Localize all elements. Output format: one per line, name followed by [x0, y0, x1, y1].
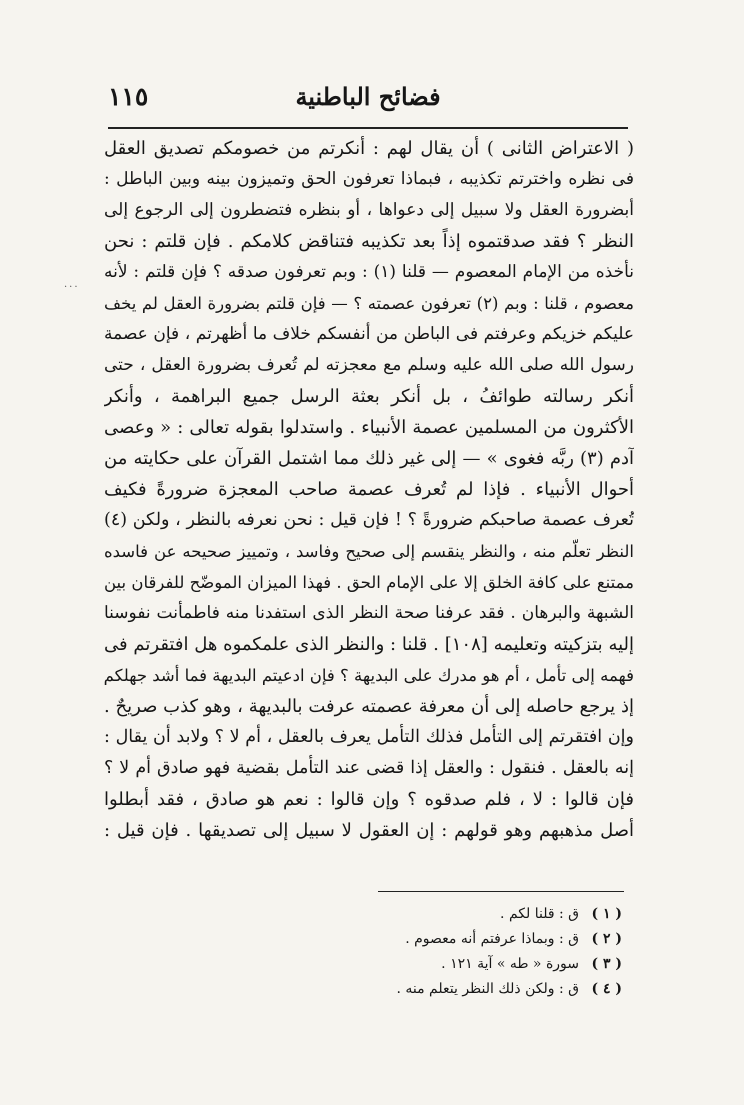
body-text	[104, 133, 634, 846]
footnote-number: ( ١ )	[591, 906, 622, 922]
text-line: الشبهة والبرهان . فقد عرفنا صحة النظر الذى استفدنا منه فاطمأنت نفوسنا	[104, 603, 634, 623]
text-line: ( الاعتراض الثانى ) أن يقال لهم : أنكرتم من خصومكم تصديق العقل	[104, 138, 634, 159]
text-line: النظر ؟ فقد صدقتموه إذاً بعد تكذيبه فتناقض كلامكم . فإن قلتم : نحن	[104, 231, 634, 252]
page-header	[108, 82, 628, 122]
footnote	[300, 902, 622, 927]
footnote-text: سورة « طه » آية ١٢١ .	[441, 956, 580, 972]
footnote	[300, 977, 622, 1002]
text-line: أبضرورة العقل ولا سبيل إلى دعواها ، أو بنظره فتضطرون إلى الرجوع إلى	[104, 200, 634, 220]
footnote	[300, 927, 622, 952]
footnote-rule	[378, 891, 624, 892]
text-line: فى نظره واخترتم تكذيبه ، فبماذا تعرفون الحق وتميزون بينه وبين الباطل :	[104, 169, 634, 189]
text-line: نأخذه من الإمام المعصوم — قلنا (١) : وبم تعرفون صدقه ؟ فإن قلتم : لأنه	[104, 262, 634, 282]
text-line: معصوم ، قلنا : وبم (٢) تعرفون عصمته ؟ — فإن قلتم بضرورة العقل لم يخف	[104, 294, 634, 313]
text-line: فإن قالوا : لا ، فلم صدقوه ؟ وإن قالوا : نعم هو صادق ، فقد أبطلوا	[104, 789, 634, 810]
text-line: أحوال الأنبياء . فإذا لم تُعرف عصمة صاحب المعجزة ضرورةً فكيف	[104, 479, 634, 500]
text-line: إليه بتزكيته وتعليمه [١٠٨] . قلنا : والنظر الذى علمكموه هل افتقرتم فى	[104, 634, 634, 655]
footnote-number: ( ٤ )	[591, 981, 622, 997]
text-line: فهمه إلى تأمل ، أم هو مدرك على البديهة ؟ فإن ادعيتم البديهة فما أشد جهلكم	[104, 666, 634, 685]
text-line: إنه بالعقل . فنقول : والعقل إذا قضى عند التأمل بقضية فهو صادق أم لا ؟	[104, 758, 634, 778]
text-line: إذ يرجع حاصله إلى أن معرفة عصمته عرفت بالبديهة ، وهو كذب صريحٌ .	[104, 696, 634, 717]
footnote-number: ( ٢ )	[591, 931, 622, 947]
margin-mark: ...	[64, 279, 80, 290]
text-line: أنكر رسالته طوائفُ ، بل أنكر بعثة الرسل جميع البراهمة ، وأنكر	[104, 386, 634, 407]
text-line: ممتنع على كافة الخلق إلا على الإمام الحق . فهذا الميزان الموضّح للفرقان بين	[104, 573, 634, 592]
page-number: ١١٥	[108, 82, 149, 111]
footnote-text: ق : ولكن ذلك النظر يتعلم منه .	[396, 981, 580, 997]
text-line: تُعرف عصمة صاحبكم ضرورةً ؟ ! فإن قيل : نحن نعرفه بالنظر ، ولكن (٤)	[104, 510, 634, 530]
text-line: عليكم خزيكم وعرفتم فى الباطن من أنفسكم خلاف ما أظهرتم ، فإن عصمة	[104, 324, 634, 344]
text-line: وإن افتقرتم إلى التأمل فذلك التأمل يعرف بالعقل ، أم لا ؟ ولابد أن يقال :	[104, 727, 634, 747]
footnote-number: ( ٣ )	[591, 956, 622, 972]
text-line: آدم (٣) ربَّه فغوى » — إلى غير ذلك مما اشتمل القرآن على حكايته من	[104, 448, 634, 469]
footnote-text: ق : قلنا لكم .	[500, 906, 580, 922]
header-rule	[108, 127, 628, 129]
text-line: الأكثرون من المسلمين عصمة الأنبياء . واستدلوا بقوله تعالى : « وعصى	[104, 417, 634, 438]
text-line: النظر تعلّم منه ، والنظر ينقسم إلى صحيح وفاسد ، وتمييز صحيحه عن فاسده	[104, 542, 634, 561]
footnote	[300, 952, 622, 977]
running-title: فضائح الباطنية	[295, 82, 441, 111]
footnotes	[300, 902, 622, 1002]
text-line: أصل مذهبهم وهو قولهم : إن العقول لا سبيل إلى تصديقها . فإن قيل :	[104, 820, 634, 841]
text-line: رسول الله صلى الله عليه وسلم مع معجزته لم تُعرف بضرورة العقل ، حتى	[104, 355, 634, 375]
footnote-text: ق : وبماذا عرفتم أنه معصوم .	[405, 931, 580, 947]
